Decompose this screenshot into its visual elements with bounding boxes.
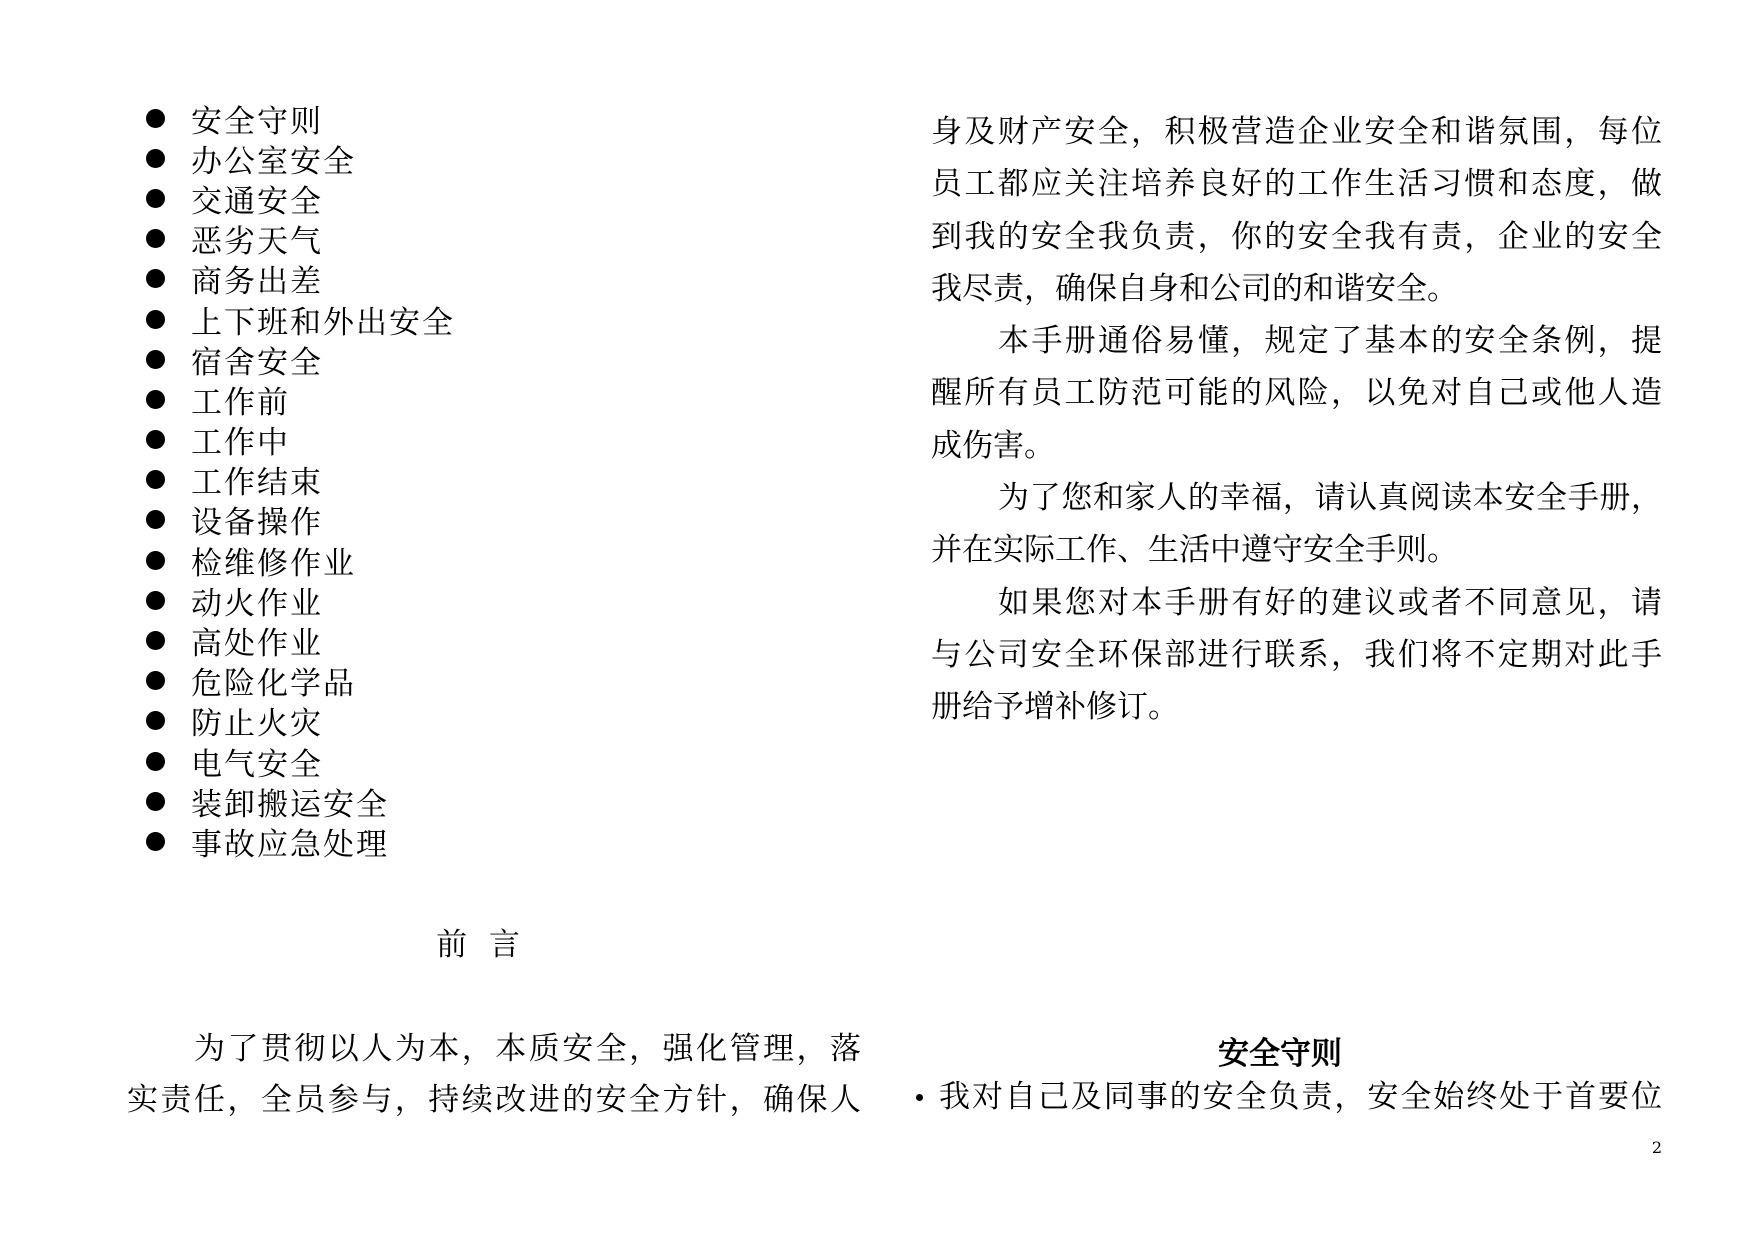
bullet-dot-icon — [146, 350, 165, 369]
contents-item-label: 电气安全 — [191, 746, 323, 783]
contents-item-label: 防止火灾 — [191, 706, 323, 743]
contents-item-label: 检维修作业 — [191, 545, 356, 582]
contents-item-label: 高处作业 — [191, 626, 323, 663]
preface-continued — [931, 106, 1662, 734]
paragraph-line: 本手册通俗易懂，规定了基本的安全条例，提 — [998, 323, 1662, 360]
paragraph-line: 身及财产安全，积极营造企业安全和谐氛围，每位 — [931, 114, 1662, 150]
contents-item — [146, 178, 706, 218]
rule-text: 我对自己及同事的安全负责，安全始终处于首要位 — [939, 1079, 1662, 1115]
paragraph-line: 为了您和家人的幸福，请认真阅读本安全手册， — [998, 480, 1662, 517]
paragraph-line: 册给予增补修订。 — [931, 689, 1179, 726]
bullet-dot-icon — [146, 269, 165, 288]
bullet-dot-icon — [146, 189, 165, 208]
contents-item-label: 动火作业 — [191, 585, 323, 622]
paragraph-line: 如果您对本手册有好的建议或者不同意见，请 — [998, 584, 1662, 621]
bullet-dot-icon — [146, 711, 165, 730]
contents-item — [146, 420, 706, 460]
bullet-dot-icon — [916, 1094, 923, 1101]
bullet-dot-icon — [146, 671, 165, 690]
contents-item — [146, 701, 706, 741]
page-number: 2 — [1651, 1138, 1662, 1157]
paragraph-line: 醒所有员工防范可能的风险，以免对自己或他人造 — [931, 375, 1662, 412]
paragraph-line: 我尽责，确保自身和公司的和谐安全。 — [931, 270, 1458, 307]
contents-item-label: 交通安全 — [191, 183, 323, 220]
contents-item — [146, 259, 706, 299]
bullet-dot-icon — [146, 390, 165, 409]
list-item — [912, 1071, 1662, 1123]
contents-item — [146, 339, 706, 379]
paragraph-line: 到我的安全我负责，你的安全我有责，企业的安全 — [931, 218, 1662, 255]
contents-item — [146, 781, 706, 821]
paragraph-line: 实责任，全员参与，持续改进的安全方针，确保人 — [127, 1082, 861, 1118]
paragraph — [931, 472, 1662, 577]
paragraph-line: 成伤害。 — [931, 427, 1055, 464]
contents-list — [146, 98, 706, 862]
contents-item — [146, 460, 706, 500]
bullet-dot-icon — [146, 551, 165, 570]
paragraph-line: 为了贯彻以人为本，本质安全，强化管理，落 — [194, 1031, 861, 1067]
bullet-dot-icon — [146, 792, 165, 811]
preface-heading: 前 言 — [436, 927, 520, 963]
contents-item-label: 事故应急处理 — [191, 826, 389, 863]
paragraph — [931, 106, 1662, 315]
contents-item — [146, 821, 706, 861]
contents-item — [146, 500, 706, 540]
paragraph — [931, 315, 1662, 472]
bullet-dot-icon — [146, 149, 165, 168]
contents-item-label: 设备操作 — [191, 505, 323, 542]
contents-item — [146, 138, 706, 178]
contents-item-label: 宿舍安全 — [191, 344, 323, 381]
contents-item-label: 工作中 — [191, 425, 290, 462]
paragraph-line: 与公司安全环保部进行联系，我们将不定期对此手 — [931, 636, 1662, 673]
safety-rules-heading: 安全守则 — [1218, 1036, 1342, 1072]
contents-item-label: 工作结束 — [191, 465, 323, 502]
bullet-dot-icon — [146, 109, 165, 128]
contents-item — [146, 580, 706, 620]
contents-item-label: 工作前 — [191, 384, 290, 421]
contents-item-label: 办公室安全 — [191, 143, 356, 180]
contents-item — [146, 661, 706, 701]
bullet-dot-icon — [146, 752, 165, 771]
contents-item-label: 恶劣天气 — [191, 224, 323, 261]
paragraph-line: 并在实际工作、生活中遵守安全手则。 — [931, 532, 1458, 569]
bullet-dot-icon — [146, 832, 165, 851]
contents-item — [146, 741, 706, 781]
bullet-dot-icon — [146, 430, 165, 449]
paragraph-line: 员工都应关注培养良好的工作生活习惯和态度，做 — [931, 166, 1662, 203]
contents-item — [146, 620, 706, 663]
contents-item-label: 危险化学品 — [191, 666, 356, 703]
paragraph — [931, 577, 1662, 734]
bullet-dot-icon — [146, 229, 165, 248]
safety-rules-list — [912, 1071, 1662, 1123]
contents-item-label: 安全守则 — [191, 103, 323, 140]
bullet-dot-icon — [146, 310, 165, 329]
contents-item — [146, 540, 706, 580]
contents-item — [146, 98, 706, 138]
contents-item-label: 装卸搬运安全 — [191, 786, 389, 823]
preface-paragraph — [127, 1024, 861, 1126]
bullet-dot-icon — [146, 631, 165, 650]
contents-item — [146, 219, 706, 259]
bullet-dot-icon — [146, 470, 165, 489]
contents-item — [146, 379, 706, 419]
bullet-dot-icon — [146, 510, 165, 529]
contents-item — [146, 299, 706, 339]
contents-item-label: 上下班和外出安全 — [191, 304, 455, 341]
bullet-dot-icon — [146, 591, 165, 610]
contents-item-label: 商务出差 — [191, 264, 323, 301]
